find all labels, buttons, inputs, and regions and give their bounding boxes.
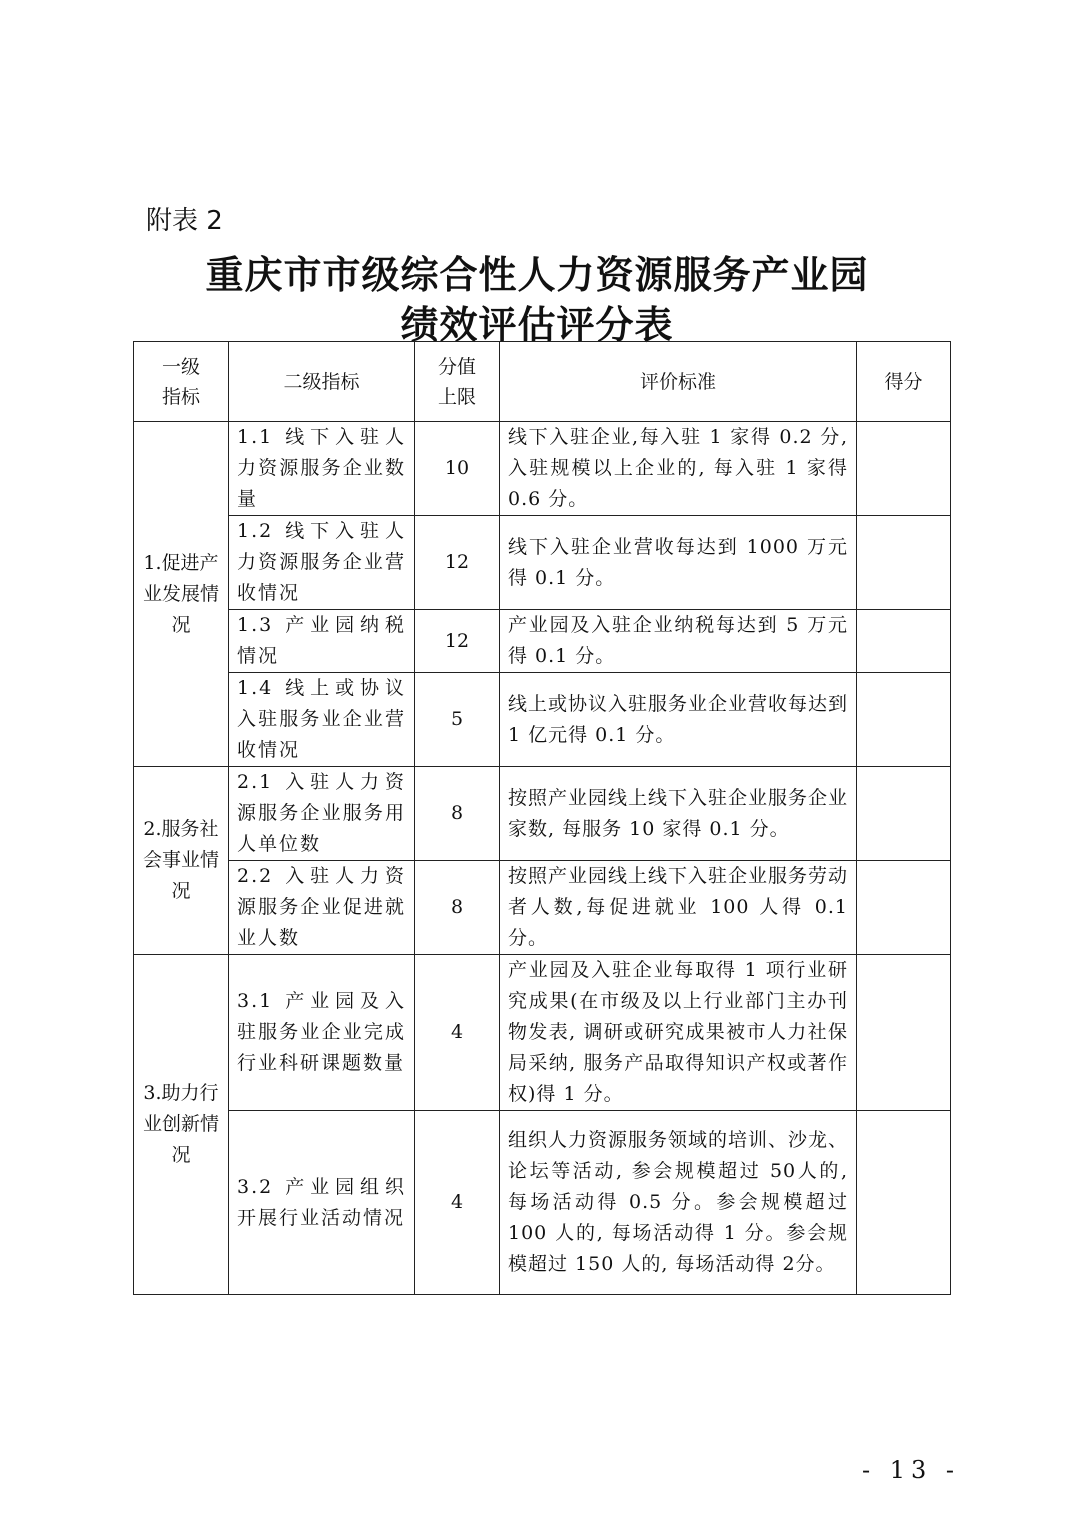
table-row [134, 767, 951, 861]
row-1-3-item: 1.3 产业园纳税情况 [229, 610, 415, 673]
row-1-4-criteria: 线上或协议入驻服务业企业营收每达到 1 亿元得 0.1 分。 [500, 673, 857, 767]
row-1-4-max: 5 [415, 673, 500, 767]
header-score: 得分 [857, 342, 951, 422]
row-2-1-max: 8 [415, 767, 500, 861]
row-1-1-criteria: 线下入驻企业,每入驻 1 家得 0.2 分,入驻规模以上企业的, 每入驻 1 家得0.6 分。 [500, 422, 857, 516]
table-row [134, 861, 951, 955]
row-1-1-item: 1.1 线下入驻人力资源服务企业数量 [229, 422, 415, 516]
table-header-row [134, 342, 951, 422]
row-1-4-score [857, 673, 951, 767]
row-2-2-score [857, 861, 951, 955]
header-level1: 一级 指标 [134, 342, 229, 422]
table-row [134, 422, 951, 516]
header-level2: 二级指标 [229, 342, 415, 422]
row-1-3-criteria: 产业园及入驻企业纳税每达到 5 万元得 0.1 分。 [500, 610, 857, 673]
row-3-2-score [857, 1111, 951, 1295]
row-2-1-criteria: 按照产业园线上线下入驻企业服务企业家数, 每服务 10 家得 0.1 分。 [500, 767, 857, 861]
row-2-2-criteria: 按照产业园线上线下入驻企业服务劳动者人数,每促进就业 100 人得 0.1分。 [500, 861, 857, 955]
evaluation-table [133, 341, 951, 1295]
group-2-name: 2.服务社会事业情况 [134, 767, 229, 955]
row-3-2-max: 4 [415, 1111, 500, 1295]
row-1-2-score [857, 516, 951, 610]
row-1-3-score [857, 610, 951, 673]
row-3-1-max: 4 [415, 955, 500, 1111]
header-max-score: 分值 上限 [415, 342, 500, 422]
document-title-line-1: 重庆市市级综合性人力资源服务产业园 [205, 253, 869, 297]
group-3-name: 3.助力行业创新情况 [134, 955, 229, 1295]
appendix-label: 附表 2 [146, 206, 223, 236]
row-1-3-max: 12 [415, 610, 500, 673]
row-1-2-item: 1.2 线下入驻人力资源服务企业营收情况 [229, 516, 415, 610]
document-title-line-2: 绩效评估评分表 [400, 303, 674, 347]
row-3-1-criteria: 产业园及入驻企业每取得 1 项行业研究成果(在市级及以上行业部门主办刊物发表, 调研或研究成果被市人力社保局采纳, 服务产品取得知识产权或著作权)得 1 分。 [500, 955, 857, 1111]
row-2-1-item: 2.1 入驻人力资源服务企业服务用人单位数 [229, 767, 415, 861]
table-row [134, 673, 951, 767]
row-2-2-max: 8 [415, 861, 500, 955]
table-row [134, 516, 951, 610]
row-1-2-criteria: 线下入驻企业营收每达到 1000 万元得 0.1 分。 [500, 516, 857, 610]
row-3-2-criteria: 组织人力资源服务领域的培训、沙龙、论坛等活动, 参会规模超过 50人的, 每场活动得 0.5 分。参会规模超过 100 人的, 每场活动得 1 分。参会规模超过 150 人的, 每场活动得 2分。 [500, 1111, 857, 1295]
table-row [134, 610, 951, 673]
row-1-2-max: 12 [415, 516, 500, 610]
table-row [134, 955, 951, 1111]
row-3-1-score [857, 955, 951, 1111]
page-number: - 13 - [862, 1456, 961, 1484]
table-row [134, 1111, 951, 1295]
row-3-2-item: 3.2 产业园组织开展行业活动情况 [229, 1111, 415, 1295]
row-2-1-score [857, 767, 951, 861]
row-3-1-item: 3.1 产业园及入驻服务业企业完成行业科研课题数量 [229, 955, 415, 1111]
row-1-1-max: 10 [415, 422, 500, 516]
row-1-4-item: 1.4 线上或协议入驻服务业企业营收情况 [229, 673, 415, 767]
header-criteria: 评价标准 [500, 342, 857, 422]
row-2-2-item: 2.2 入驻人力资源服务企业促进就业人数 [229, 861, 415, 955]
row-1-1-score [857, 422, 951, 516]
group-1-name: 1.促进产业发展情况 [134, 422, 229, 767]
